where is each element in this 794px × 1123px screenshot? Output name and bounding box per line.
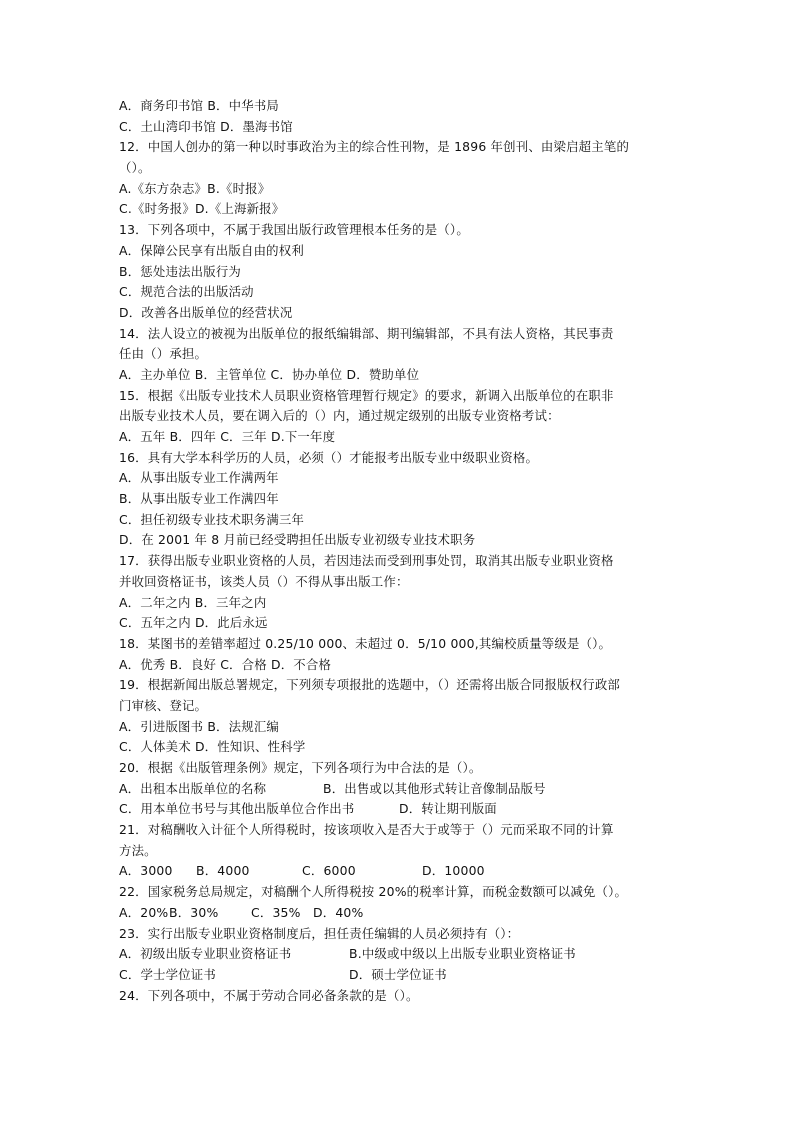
q14-stem-line1: 14．法人设立的被视为出版单位的报纸编辑部、期刊编辑部，不具有法人资格，其民事责 <box>119 325 614 341</box>
q17-stem-line2: 并收回资格证书，该类人员（）不得从事出版工作： <box>119 573 409 589</box>
q16-option-a: A．从事出版专业工作满两年 <box>119 470 279 486</box>
q20-option-a: A．出租本出版单位的名称 <box>119 780 267 796</box>
q17-options-cd: C．五年之内 D．此后永远 <box>119 615 268 631</box>
q22-option-d: D．40% <box>313 904 364 920</box>
q22-option-a: A．20% <box>119 904 169 920</box>
q15-stem-line1: 15．根据《出版专业技术人员职业资格管理暂行规定》的要求，新调入出版单位的在职非 <box>119 387 614 403</box>
q19-options-cd: C．人体美术 D．性知识、性科学 <box>119 739 306 755</box>
q16-option-c: C．担任初级专业技术职务满三年 <box>119 511 305 527</box>
q13-option-d: D．改善各出版单位的经营状况 <box>119 304 293 320</box>
q16-option-b: B．从事出版专业工作满四年 <box>119 491 279 507</box>
q23-option-a: A．初级出版专业职业资格证书 <box>119 946 292 962</box>
q20-options-ab <box>119 779 679 800</box>
q21-option-a: A．3000 <box>119 863 173 879</box>
q18-options: A．优秀 B．良好 C．合格 D．不合格 <box>119 656 332 672</box>
q24-stem: 24．下列各项中，不属于劳动合同必备条款的是（）。 <box>119 987 419 1003</box>
q12-options-ab: A.《东方杂志》B.《时报》 <box>119 180 271 196</box>
q17-stem-line1: 17．获得出版专业职业资格的人员，若因违法而受到刑事处罚，取消其出版专业职业资格 <box>119 553 614 569</box>
q11-options-cd: C．土山湾印书馆 D．墨海书馆 <box>119 118 293 134</box>
q13-option-c: C．规范合法的出版活动 <box>119 284 254 300</box>
q16-option-d: D．在 2001 年 8 月前已经受聘担任出版专业初级专业技术职务 <box>119 532 476 548</box>
q19-options-ab: A．引进版图书 B．法规汇编 <box>119 718 280 734</box>
q14-stem-line2: 任由（）承担。 <box>119 346 208 362</box>
q23-option-c: C．学士学位证书 <box>119 966 216 982</box>
document-body <box>119 96 679 1006</box>
q20-option-d: D．转让期刊版面 <box>399 801 497 817</box>
q19-stem-line1: 19．根据新闻出版总署规定，下列须专项报批的选题中，（）还需将出版合同报版权行政部 <box>119 677 621 693</box>
q12-options-cd: C.《时务报》D.《上海新报》 <box>119 201 285 217</box>
q19-stem-line2: 门审核、登记。 <box>119 697 208 713</box>
q21-stem-line2: 方法。 <box>119 842 157 858</box>
q23-options-cd <box>119 965 679 986</box>
q20-options-cd <box>119 799 679 820</box>
q23-option-b: B.中级或中级以上出版专业职业资格证书 <box>349 946 576 962</box>
q13-option-a: A．保障公民享有出版自由的权利 <box>119 242 304 258</box>
q14-options: A．主办单位 B．主管单位 C．协办单位 D．赞助单位 <box>119 366 420 382</box>
q23-option-d: D．硕士学位证书 <box>349 966 447 982</box>
q23-options-ab <box>119 944 679 965</box>
q11-options-ab: A．商务印书馆 B．中华书局 <box>119 98 280 113</box>
q21-option-b: B．4000 <box>196 863 250 879</box>
q20-option-c: C．用本单位书号与其他出版单位合作出书 <box>119 801 355 817</box>
q17-options-ab: A．二年之内 B．三年之内 <box>119 594 267 610</box>
q15-stem-line2: 出版专业技术人员，要在调入后的（）内，通过规定级别的出版专业资格考试： <box>119 408 560 424</box>
q20-stem: 20．根据《出版管理条例》规定，下列各项行为中合法的是（）。 <box>119 760 482 775</box>
q22-stem: 22．国家税务总局规定，对稿酬个人所得税按 20%的税率计算，而税金数额可以减免（）。 <box>119 884 628 900</box>
q15-options: A．五年 B．四年 C．三年 D.下一年度 <box>119 429 336 444</box>
q12-stem-line2: （）。 <box>119 160 151 176</box>
q22-option-c: C．35% <box>251 904 301 920</box>
q16-stem: 16．具有大学本科学历的人员，必须（）才能报考出版专业中级职业资格。 <box>119 449 539 465</box>
q21-option-c: C．6000 <box>302 863 356 879</box>
q12-stem-line1: 12．中国人创办的第一种以时事政治为主的综合性刊物，是 1896 年创刊、由梁启超主笔的 <box>119 139 630 155</box>
q22-option-b: B．30% <box>169 904 219 920</box>
q21-options <box>119 861 679 882</box>
q18-stem: 18．某图书的差错率超过 0.25/10 000、未超过 0．5/10 000,其编校质量等级是（）。 <box>119 635 612 651</box>
q13-option-b: B．惩处违法出版行为 <box>119 263 242 279</box>
q21-option-d: D．10000 <box>422 863 485 879</box>
q20-option-b: B．出售或以其他形式转让音像制品版号 <box>323 780 546 796</box>
q21-stem-line1: 21．对稿酬收入计征个人所得税时，按该项收入是否大于或等于（）元而采取不同的计算 <box>119 822 614 838</box>
q13-stem: 13．下列各项中，不属于我国出版行政管理根本任务的是（）。 <box>119 222 469 238</box>
q23-stem: 23．实行出版专业职业资格制度后，担任责任编辑的人员必须持有（）： <box>119 925 520 941</box>
q22-options <box>119 903 679 924</box>
